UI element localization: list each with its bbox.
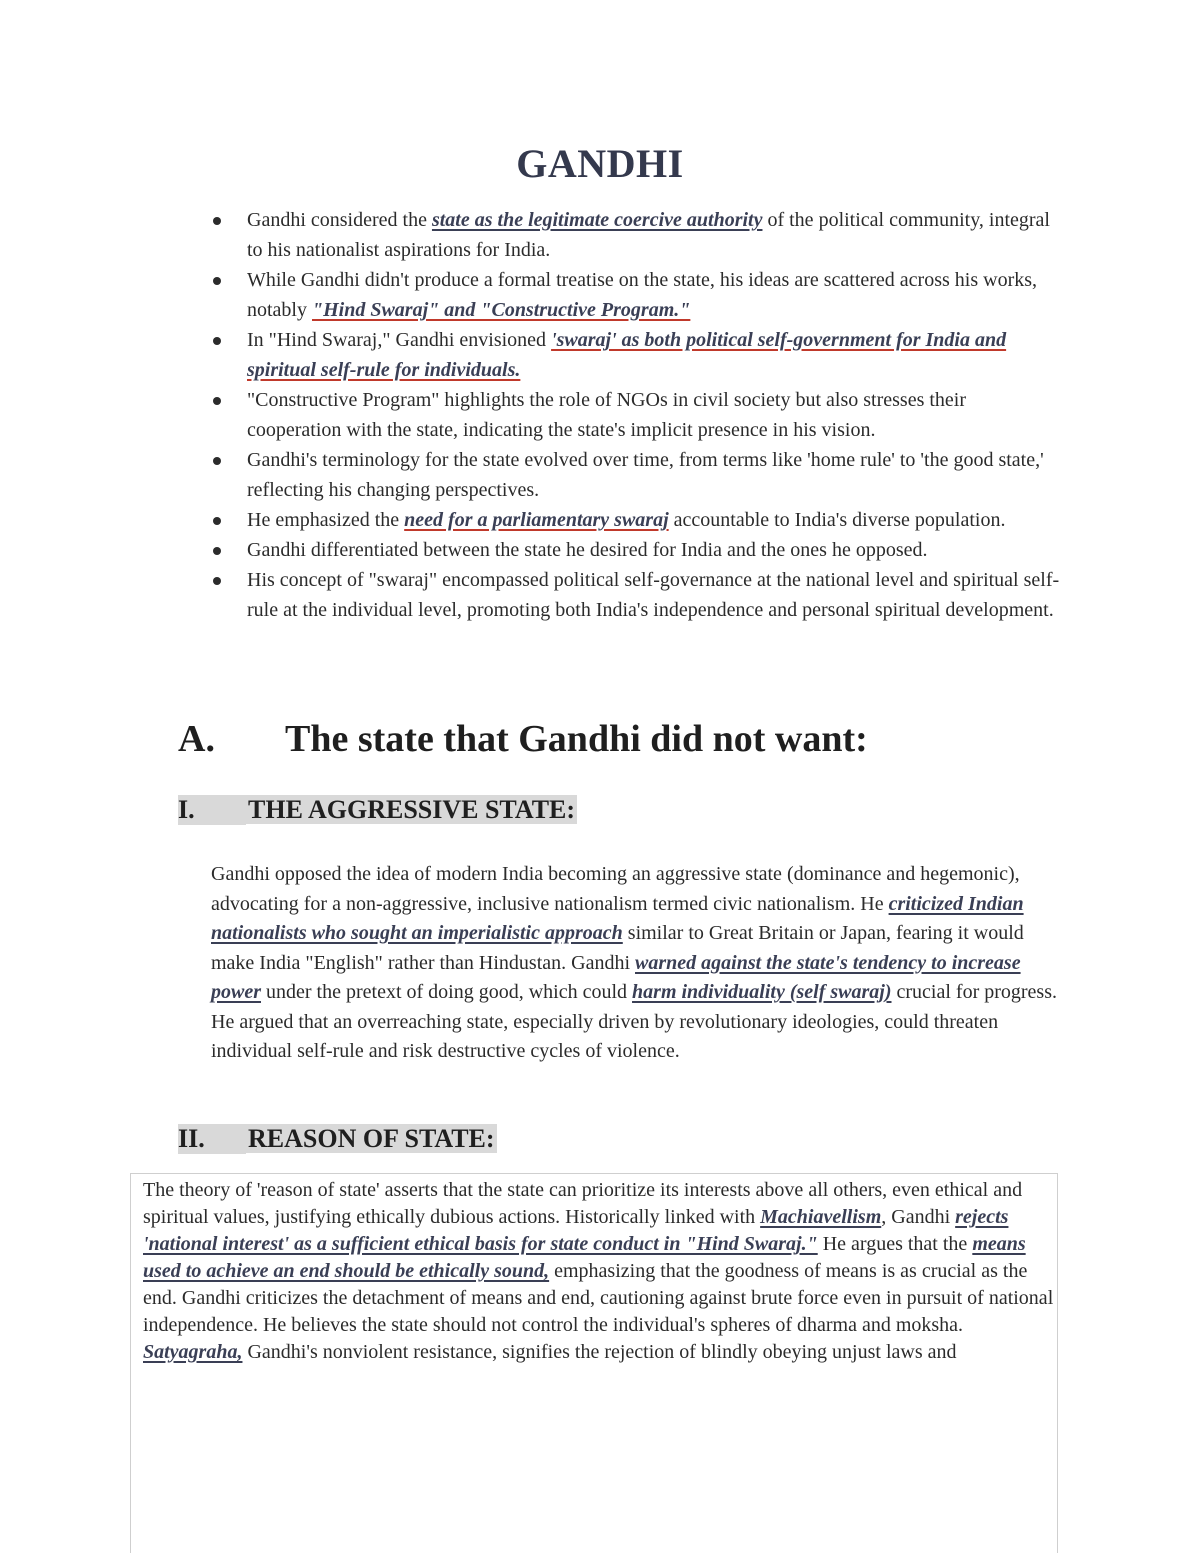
highlighted-phrase: need for a parliamentary swaraj xyxy=(404,509,669,531)
list-item: His concept of "swaraj" encompassed political self-governance at the national level and spiritual self-rule at the individual level, promoting both India's independence and personal spiritual development. xyxy=(211,565,1061,625)
subsection-heading-aggressive-state xyxy=(178,795,577,825)
summary-bullet-list xyxy=(211,205,1061,625)
highlighted-phrase: means used to achieve an end should be ethically sound, xyxy=(143,1233,1026,1282)
aggressive-state-paragraph: Gandhi opposed the idea of modern India becoming an aggressive state (dominance and hegemonic), advocating for a non-aggressive, inclusive nationalism termed civic nationalism. He criticized Indian nationalists who sought an imperialistic approach similar to Great Britain or Japan, fearing it would make India "English" rather than Hindustan. Gandhi warned against the state's tendency to increase power under the pretext of doing good, which could harm individuality (self swaraj) crucial for progress. He argued that an overreaching state, especially driven by revolutionary ideologies, could threaten individual self-rule and risk destructive cycles of violence. xyxy=(211,863,1057,1062)
subsection-title: THE AGGRESSIVE STATE: xyxy=(248,795,576,824)
bullet-icon xyxy=(213,397,221,405)
section-heading-a xyxy=(178,717,868,761)
highlighted-phrase: "Hind Swaraj" and "Constructive Program." xyxy=(312,299,691,321)
subsection-title: REASON OF STATE: xyxy=(248,1124,495,1153)
list-item: Gandhi considered the state as the legitimate coercive authority of the political community, integral to his nationalist aspirations for India. xyxy=(211,205,1061,265)
highlighted-phrase: Satyagraha, xyxy=(143,1341,243,1363)
list-item: "Constructive Program" highlights the role of NGOs in civil society but also stresses their cooperation with the state, indicating the state's implicit presence in his vision. xyxy=(211,385,1061,445)
highlighted-phrase: 'swaraj' as both political self-government for India and spiritual self-rule for individuals. xyxy=(247,329,1007,381)
bullet-icon xyxy=(213,547,221,555)
highlighted-phrase: rejects 'national interest' as a sufficient ethical basis for state conduct in "Hind Swaraj." xyxy=(143,1206,1009,1255)
list-item: While Gandhi didn't produce a formal treatise on the state, his ideas are scattered across his works, notably "Hind Swaraj" and "Constructive Program." xyxy=(211,265,1061,325)
list-item: Gandhi differentiated between the state he desired for India and the ones he opposed. xyxy=(211,535,1061,565)
highlighted-phrase: warned against the state's tendency to increase power xyxy=(211,951,1021,1003)
highlighted-phrase: Machiavellism xyxy=(760,1206,882,1228)
subsection-heading-reason-of-state xyxy=(178,1124,497,1154)
subsection-number: II. xyxy=(178,1124,246,1154)
list-item: Gandhi's terminology for the state evolved over time, from terms like 'home rule' to 'the good state,' reflecting his changing perspectives. xyxy=(211,445,1061,505)
bullet-icon xyxy=(213,517,221,525)
highlighted-phrase: harm individuality (self swaraj) xyxy=(632,981,892,1003)
bullet-icon xyxy=(213,457,221,465)
section-number: A. xyxy=(178,718,215,760)
highlighted-phrase: state as the legitimate coercive authority xyxy=(431,209,763,231)
reason-of-state-paragraph: The theory of 'reason of state' asserts that the state can prioritize its interests above all others, even ethical and spiritual values, justifying ethically dubious actions. Historically linked with Machiavellism, Gandhi rejects 'national interest' as a sufficient ethical basis for state conduct in "Hind Swaraj." He argues that the means used to achieve an end should be ethically sound, emphasizing that the goodness of means is as crucial as the end. Gandhi criticizes the detachment of means and end, cautioning against brute force even in pursuit of national independence. He believes the state should not control the individual's spheres of dharma and moksha. Satyagraha, Gandhi's nonviolent resistance, signifies the rejection of blindly obeying unjust laws and xyxy=(130,1173,1058,1553)
bullet-icon xyxy=(213,217,221,225)
bullet-icon xyxy=(213,577,221,585)
section-title: The state that Gandhi did not want: xyxy=(285,718,868,760)
list-item: He emphasized the need for a parliamentary swaraj accountable to India's diverse population. xyxy=(211,505,1061,535)
bullet-icon xyxy=(213,337,221,345)
highlighted-phrase: criticized Indian nationalists who sought an imperialistic approach xyxy=(211,892,1024,944)
bullet-icon xyxy=(213,277,221,285)
subsection-number: I. xyxy=(178,795,246,825)
page-title: GANDHI xyxy=(516,141,684,186)
list-item: In "Hind Swaraj," Gandhi envisioned 'swaraj' as both political self-government for India and spiritual self-rule for individuals. xyxy=(211,325,1061,385)
